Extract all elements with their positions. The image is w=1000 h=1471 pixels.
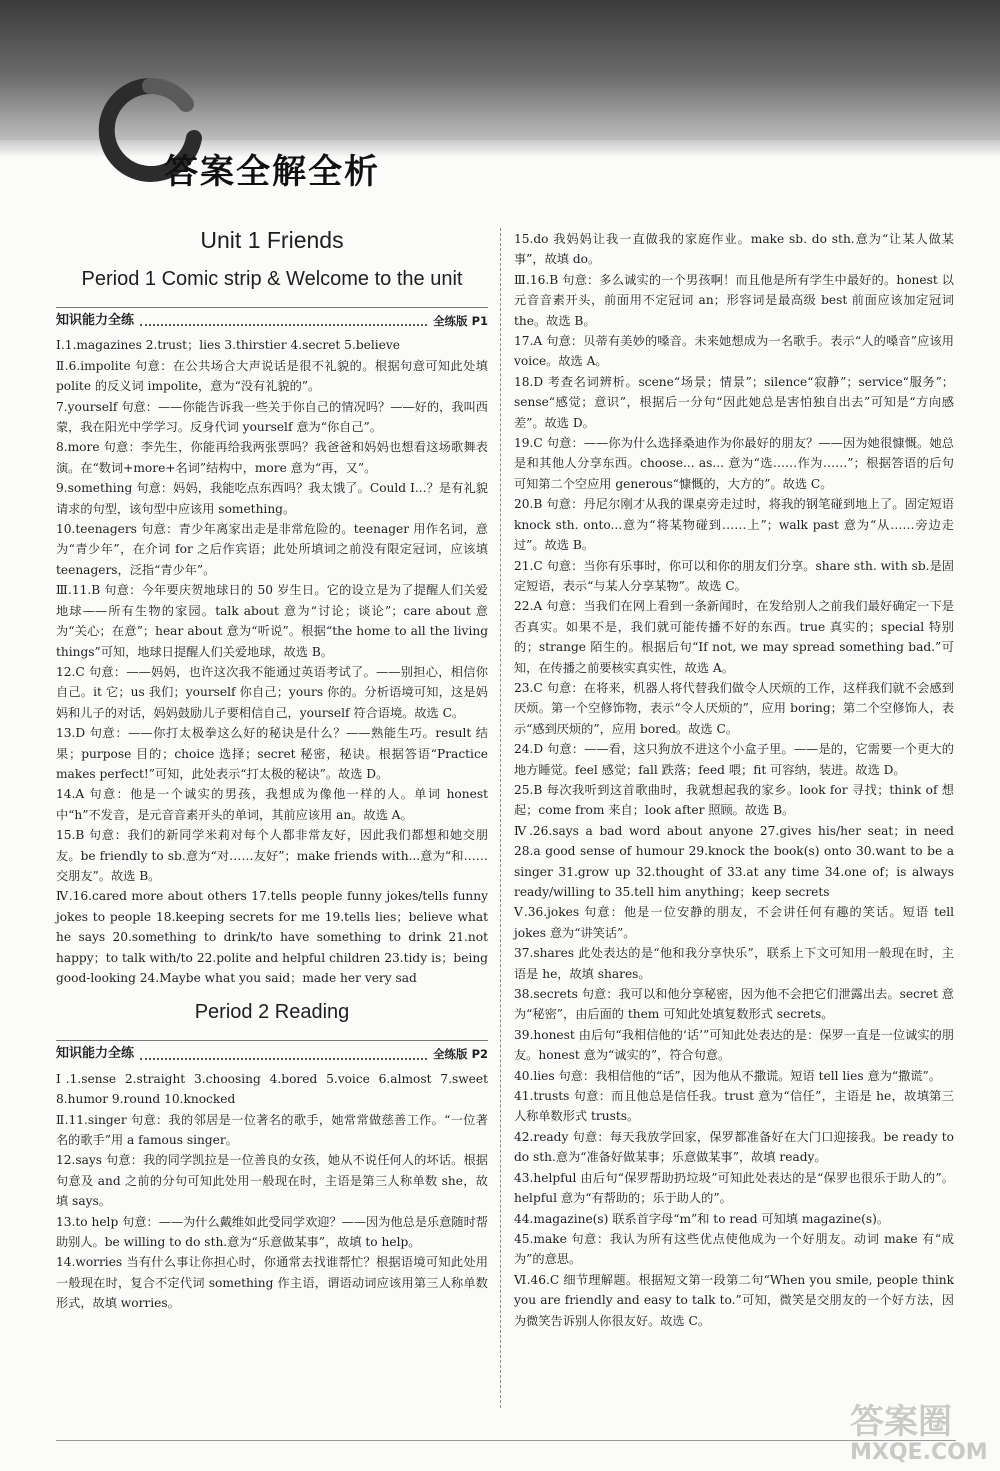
answer-item: 8.more 句意：李先生，你能再给我两张票吗？我爸爸和妈妈也想看这场歌舞表演。在“数词+more+名词”结构中，more 意为“再，又”。: [56, 440, 488, 475]
answer-item: Ⅱ.11.singer 句意：我的邻居是一位著名的歌手，她常常做慈善工作。“一位著名的歌手”用 a famous singer。: [56, 1112, 488, 1148]
answer-item: 43.helpful 由后句“保罗帮助扔垃圾”可知此处表达的是“保罗也很乐于助人的”。helpful 意为“有帮助的；乐于助人的”。: [514, 1170, 954, 1206]
p1-answer-list: [56, 335, 488, 988]
answer-item: 12.says 句意：我的同学凯拉是一位善良的女孩，她从不说任何人的坏话。根据句意及 and 之前的分句可知此处用一般现在时，主语是第三人称单数 she，故填 says。: [56, 1153, 488, 1209]
answer-item: 14.worries 当有什么事让你担心时，你通常去找谁帮忙？根据语境可知此处用一般现在时，复合不定代词 something 作主语，谓语动词应该用第三人称单数形式，故填 worries。: [56, 1255, 488, 1311]
period2-title: Period 2 Reading: [194, 1001, 350, 1024]
answer-item: 22.A 句意：当我们在网上看到一条新闻时，在发给别人之前我们最好确定一下是否真实。如果不是，我们就可能传播不好的东西。true 真实的；special 特别的；strange 陌生的。根据后句“If not, we may spread something bad.”可知，在传播之前要核实真实性，故选 A。: [514, 599, 954, 675]
section-ref: 全练版 P1: [433, 314, 488, 328]
section-header-p2: [56, 1040, 488, 1064]
answer-item: 25.B 每次我听到这首歌曲时，我就想起我的家乡。look for 寻找；think of 想起；come from 来自；look after 照顾。故选 B。: [514, 782, 954, 818]
answer-item: 12.C 句意：——妈妈，也许这次我不能通过英语考试了。——别担心，相信你自己。it 它；us 我们；yourself 你自己；yours 你的。分析语境可知，这是妈妈和儿子的对话，妈妈鼓励儿子要相信自己，yourself 符合语境。故选 C。: [56, 664, 488, 720]
answer-item: 42.ready 句意：每天我放学回家，保罗都准备好在大门口迎接我。be ready to do sth.意为“准备好做某事；乐意做某事”，故填 ready。: [514, 1129, 954, 1165]
answer-item: 7.yourself 句意：——你能告诉我一些关于你自己的情况吗？——好的，我叫西蒙，我在阳光中学学习。反身代词 yourself 意为“你自己”。: [56, 399, 488, 435]
answer-item: 18.D 考查名词辨析。scene“场景；情景”；silence“寂静”；service“服务”；sense“感觉；意识”，根据后一分句“因此她总是害怕独自出去”可知是“方向感差”。故选 D。: [514, 374, 954, 430]
footer-rule: [56, 1440, 956, 1441]
answer-item: 24.D 句意：——看，这只狗放不进这个小盒子里。——是的，它需要一个更大的地方睡觉。feel 感觉；fall 跌落；feed 喂；fit 可容纳，装进。故选 D。: [514, 742, 954, 777]
answer-item: 44.magazine(s) 联系首字母“m”和 to read 可知填 magazine(s)。: [514, 1211, 890, 1226]
answer-item: Ⅲ.11.B 句意：今年要庆贺地球日的 50 岁生日。它的设立是为了提醒人们关爱地球——所有生物的家园。talk about 意为“讨论；谈论”；care about 意为“关心；在意”；hear about 意为“听说”。根据“the home to all the living things”可知，地球日提醒人们关爱地球，故选 B。: [56, 583, 488, 659]
period1-title: Period 1 Comic strip & Welcome to the unit: [81, 268, 463, 290]
answer-item: 17.A 句意：贝蒂有美妙的嗓音。未来她想成为一名歌手。表示“人的嗓音”应该用 voice。故选 A。: [514, 334, 954, 369]
column-divider: [500, 228, 501, 1408]
left-column: [56, 225, 488, 1314]
answer-item: 21.C 句意：当你有乐事时，你可以和你的朋友们分享。share sth. with sb.是固定短语，表示“与某人分享某物”。故选 C。: [514, 558, 954, 593]
answer-item: 39.honest 由后句“我相信他的‘话’”可知此处表达的是：保罗一直是一位诚实的朋友。honest 意为“诚实的”，符合句意。: [514, 1027, 954, 1063]
section-label: 知识能力全练: [56, 313, 135, 328]
answer-item: 13.to help 句意：——为什么戴维如此受同学欢迎？——因为他总是乐意随时帮助别人。be willing to do sth.意为“乐意做某事”，故填 to help。: [56, 1214, 488, 1250]
answer-item: Ⅰ.1.magazines 2.trust；lies 3.thirstier 4.secret 5.believe: [56, 338, 400, 353]
answer-item: 20.B 句意：丹尼尔刚才从我的课桌旁走过时，将我的钢笔碰到地上了。固定短语 knock sth. onto...意为“将某物碰到……上”；walk past 意为“从……旁边走过”。故选 B。: [514, 497, 954, 553]
watermark-url: MXQE.COM: [850, 1440, 988, 1465]
unit-title: Unit 1 Friends: [200, 227, 344, 253]
section-label: 知识能力全练: [56, 1046, 135, 1062]
answer-item: 13.D 句意：——你打太极拳这么好的秘诀是什么？——熟能生巧。result 结果；purpose 目的；choice 选择；secret 秘密，秘诀。根据答语“Practice makes perfect!”可知，此处表示“打太极的秘诀”。故选 D。: [56, 726, 488, 781]
answer-item: 40.lies 句意：我相信他的“话”，因为他从不撒谎。短语 tell lies 意为“撒谎”。: [514, 1068, 941, 1083]
watermark-logo: 答案圈: [850, 1402, 952, 1442]
dotted-leader: [140, 1050, 427, 1060]
answer-item: 14.A 句意：他是一个诚实的男孩，我想成为像他一样的人。单词 honest 中“h”不发音，是元音音素开头的单词，其前应该用 an。故选 A。: [56, 787, 488, 822]
answer-item: Ⅳ.16.cared more about others 17.tells people funny jokes/tells funny jokes to people 18.keeping secrets for me 19.tells lies；believe what he says 20.something to drink/to have something to drink 21.not happy；to talk with/to 22.polite and helpful children 23.tidy is；being good-looking 24.Maybe what you said；made her very sad: [56, 889, 488, 985]
answer-item: 15.do 我妈妈让我一直做我的家庭作业。make sb. do sth.意为“让某人做某事”，故填 do。: [514, 232, 954, 267]
answer-item: Ⅳ.26.says a bad word about anyone 27.gives his/her seat；in need 28.a good sense of humour 29.knock the book(s) onto 30.want to be a singer 31.grow up 32.thought of 33.at any time 34.one of；is always ready/willing to 35.tell him anything；keep secrets: [514, 823, 954, 899]
section-header-p1: [56, 307, 488, 331]
page-title: 答案全解全析: [164, 152, 380, 192]
answer-item: 15.B 句意：我们的新同学米莉对每个人都非常友好，因此我们都想和她交朋友。be friendly to sb.意为“对……友好”；make friends with...意为“和……交朋友”。故选 B。: [56, 828, 488, 883]
p2-answer-list: [56, 1069, 488, 1314]
dotted-leader: [140, 316, 427, 326]
answer-item: Ⅴ.36.jokes 句意：他是一位安静的朋友，不会讲任何有趣的笑话。短语 tell jokes 意为“讲笑话”。: [514, 905, 954, 940]
answer-item: 38.secrets 句意：我可以和他分享秘密，因为他不会把它们泄露出去。secret 意为“秘密”，由后面的 them 可知此处填复数形式 secrets。: [514, 987, 954, 1022]
answer-item: Ⅲ.16.B 句意：多么诚实的一个男孩啊！而且他是所有学生中最好的。honest 以元音音素开头，前面用不定冠词 an；形容词是最高级 best 前面应该加定冠词 the。故选 B。: [514, 272, 954, 328]
answer-item: 23.C 句意：在将来，机器人将代替我们做令人厌烦的工作，这样我们就不会感到厌烦。第一个空修饰物，表示“令人厌烦的”，应用 boring；第二个空修饰人，表示“感到厌烦的”，应用 bored。故选 C。: [514, 680, 954, 736]
answer-item: Ⅵ.46.C 细节理解题。根据短文第一段第二句“When you smile, people think you are friendly and easy to talk to.”可知，微笑是交朋友的一个好方法，因为微笑告诉别人你很友好。故选 C。: [514, 1272, 954, 1328]
section-ref: 全练版 P2: [433, 1047, 488, 1062]
answer-item: 19.C 句意：——你为什么选择桑迪作为你最好的朋友？——因为她很慷慨。她总是和其他人分享东西。choose... as... 意为“选……作为……”；根据答语的后句可知第二个空应用 generous“慷慨的，大方的”。故选 C。: [514, 436, 954, 491]
answer-item: Ⅱ.6.impolite 句意：在公共场合大声说话是很不礼貌的。根据句意可知此处填 polite 的反义词 impolite，意为“没有礼貌的”。: [56, 358, 488, 394]
right-column: [514, 229, 954, 1331]
answer-item: 9.something 句意：妈妈，我能吃点东西吗？我太饿了。Could I...？是有礼貌请求的句型，该句型中应该用 something。: [56, 481, 488, 516]
answer-item: 45.make 句意：我认为所有这些优点使他成为一个好朋友。动词 make 有“成为”的意思。: [514, 1231, 954, 1267]
answer-item: 37.shares 此处表达的是“他和我分享快乐”，联系上下文可知用一般现在时，主语是 he，故填 shares。: [514, 946, 954, 981]
answer-item: 10.teenagers 句意：青少年离家出走是非常危险的。teenager 用作名词，意为“青少年”，在介词 for 之后作宾语；此处所填词之前没有限定冠词，应该填 teenagers，泛指“青少年”。: [56, 522, 488, 577]
answer-item: Ⅰ.1.sense 2.straight 3.choosing 4.bored 5.voice 6.almost 7.sweet 8.humor 9.round 10.knocked: [56, 1071, 488, 1107]
answer-item: 41.trusts 句意：而且他总是信任我。trust 意为“信任”，主语是 he，故填第三人称单数形式 trusts。: [514, 1089, 954, 1124]
